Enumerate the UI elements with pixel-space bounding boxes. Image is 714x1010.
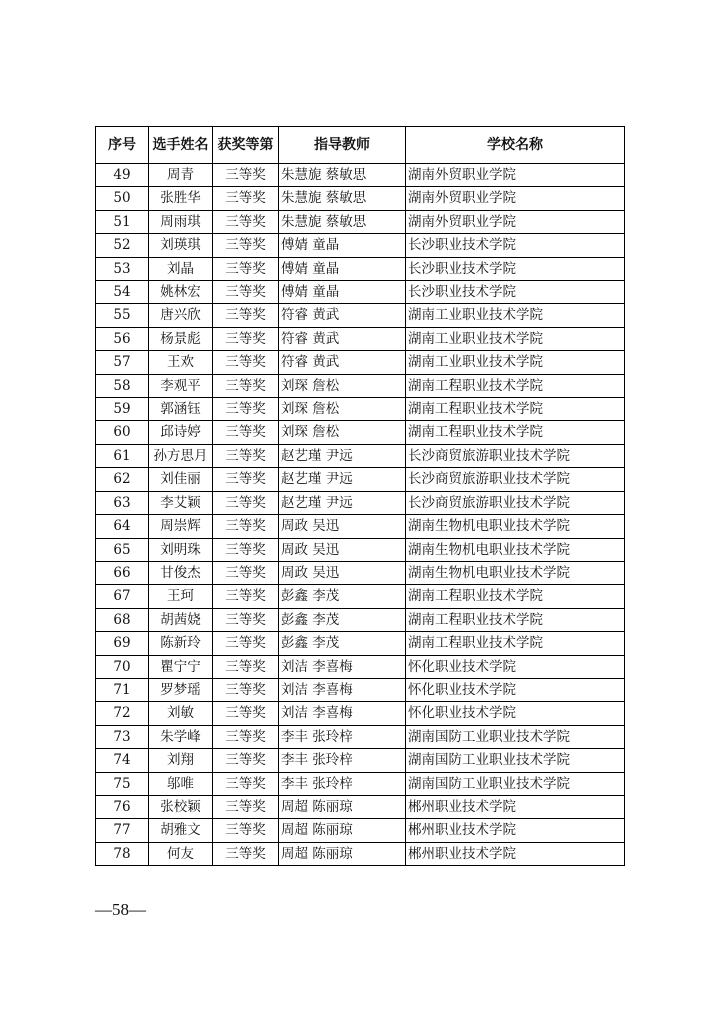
cell-award: 三等奖 [213, 164, 279, 187]
cell-contestant: 王珂 [149, 585, 213, 608]
cell-school: 郴州职业技术学院 [406, 819, 625, 842]
cell-contestant: 唐兴欣 [149, 304, 213, 327]
cell-index: 58 [96, 374, 149, 397]
table-row [96, 842, 625, 865]
col-header-award: 获奖等第 [213, 127, 279, 164]
cell-school: 湖南工业职业技术学院 [406, 327, 625, 350]
cell-school: 湖南国防工业职业技术学院 [406, 749, 625, 772]
table-row [96, 421, 625, 444]
cell-advisor: 周超 陈丽琼 [279, 842, 406, 865]
cell-contestant: 李观平 [149, 374, 213, 397]
cell-index: 52 [96, 234, 149, 257]
table-body [96, 164, 625, 866]
table-row [96, 585, 625, 608]
cell-index: 76 [96, 795, 149, 818]
cell-contestant: 朱学峰 [149, 725, 213, 748]
cell-advisor: 赵艺瑾 尹远 [279, 468, 406, 491]
cell-school: 湖南生物机电职业技术学院 [406, 538, 625, 561]
cell-advisor: 周超 陈丽琼 [279, 819, 406, 842]
cell-contestant: 邬唯 [149, 772, 213, 795]
cell-advisor: 刘洁 李喜梅 [279, 678, 406, 701]
cell-contestant: 张校颖 [149, 795, 213, 818]
cell-school: 郴州职业技术学院 [406, 795, 625, 818]
table-row [96, 374, 625, 397]
cell-index: 67 [96, 585, 149, 608]
cell-index: 54 [96, 281, 149, 304]
cell-award: 三等奖 [213, 468, 279, 491]
cell-contestant: 邱诗婷 [149, 421, 213, 444]
cell-contestant: 孙方思月 [149, 444, 213, 467]
cell-award: 三等奖 [213, 749, 279, 772]
cell-school: 长沙职业技术学院 [406, 234, 625, 257]
cell-contestant: 刘佳丽 [149, 468, 213, 491]
cell-school: 湖南生物机电职业技术学院 [406, 561, 625, 584]
cell-award: 三等奖 [213, 281, 279, 304]
table-row [96, 655, 625, 678]
cell-award: 三等奖 [213, 444, 279, 467]
cell-advisor: 李丰 张玲梓 [279, 749, 406, 772]
cell-contestant: 甘俊杰 [149, 561, 213, 584]
cell-index: 73 [96, 725, 149, 748]
table-row [96, 608, 625, 631]
cell-advisor: 赵艺瑾 尹远 [279, 444, 406, 467]
cell-advisor: 刘琛 詹松 [279, 398, 406, 421]
cell-contestant: 何友 [149, 842, 213, 865]
cell-index: 51 [96, 210, 149, 233]
table-row [96, 351, 625, 374]
cell-advisor: 朱慧旎 蔡敏思 [279, 187, 406, 210]
cell-index: 71 [96, 678, 149, 701]
cell-index: 62 [96, 468, 149, 491]
cell-school: 湖南工业职业技术学院 [406, 351, 625, 374]
cell-school: 湖南国防工业职业技术学院 [406, 772, 625, 795]
cell-award: 三等奖 [213, 257, 279, 280]
table-row [96, 210, 625, 233]
cell-award: 三等奖 [213, 421, 279, 444]
cell-school: 长沙职业技术学院 [406, 257, 625, 280]
cell-contestant: 周崇辉 [149, 515, 213, 538]
table-row [96, 234, 625, 257]
cell-advisor: 彭鑫 李茂 [279, 585, 406, 608]
cell-index: 50 [96, 187, 149, 210]
cell-advisor: 周政 吴迅 [279, 515, 406, 538]
cell-advisor: 傅婧 童晶 [279, 257, 406, 280]
table-row [96, 632, 625, 655]
cell-contestant: 罗梦瑶 [149, 678, 213, 701]
cell-award: 三等奖 [213, 538, 279, 561]
cell-contestant: 周青 [149, 164, 213, 187]
cell-school: 郴州职业技术学院 [406, 842, 625, 865]
cell-contestant: 刘翔 [149, 749, 213, 772]
cell-award: 三等奖 [213, 234, 279, 257]
cell-index: 49 [96, 164, 149, 187]
cell-award: 三等奖 [213, 585, 279, 608]
table-row [96, 515, 625, 538]
col-header-index: 序号 [96, 127, 149, 164]
cell-contestant: 陈新玲 [149, 632, 213, 655]
cell-contestant: 刘敏 [149, 702, 213, 725]
cell-advisor: 周政 吴迅 [279, 561, 406, 584]
cell-award: 三等奖 [213, 608, 279, 631]
cell-contestant: 张胜华 [149, 187, 213, 210]
cell-school: 湖南国防工业职业技术学院 [406, 725, 625, 748]
cell-contestant: 刘瑛琪 [149, 234, 213, 257]
cell-school: 长沙职业技术学院 [406, 281, 625, 304]
table-row [96, 444, 625, 467]
awards-table [95, 126, 625, 866]
cell-award: 三等奖 [213, 819, 279, 842]
table-row [96, 491, 625, 514]
table-row [96, 187, 625, 210]
cell-index: 63 [96, 491, 149, 514]
cell-advisor: 符睿 黄武 [279, 351, 406, 374]
cell-contestant: 杨景彪 [149, 327, 213, 350]
cell-index: 72 [96, 702, 149, 725]
cell-school: 长沙商贸旅游职业技术学院 [406, 468, 625, 491]
cell-index: 61 [96, 444, 149, 467]
cell-index: 70 [96, 655, 149, 678]
cell-advisor: 傅婧 童晶 [279, 281, 406, 304]
cell-award: 三等奖 [213, 491, 279, 514]
cell-award: 三等奖 [213, 327, 279, 350]
cell-contestant: 姚林宏 [149, 281, 213, 304]
table-row [96, 538, 625, 561]
cell-award: 三等奖 [213, 842, 279, 865]
cell-advisor: 彭鑫 李茂 [279, 632, 406, 655]
cell-contestant: 郭涵钰 [149, 398, 213, 421]
cell-index: 68 [96, 608, 149, 631]
cell-school: 湖南外贸职业学院 [406, 187, 625, 210]
table-row [96, 749, 625, 772]
cell-advisor: 赵艺瑾 尹远 [279, 491, 406, 514]
cell-index: 57 [96, 351, 149, 374]
cell-school: 湖南工程职业技术学院 [406, 374, 625, 397]
cell-school: 湖南工业职业技术学院 [406, 304, 625, 327]
table-row [96, 819, 625, 842]
table-row [96, 468, 625, 491]
cell-award: 三等奖 [213, 795, 279, 818]
cell-advisor: 刘洁 李喜梅 [279, 655, 406, 678]
cell-index: 69 [96, 632, 149, 655]
cell-advisor: 李丰 张玲梓 [279, 772, 406, 795]
cell-advisor: 符睿 黄武 [279, 327, 406, 350]
cell-advisor: 刘洁 李喜梅 [279, 702, 406, 725]
table-row [96, 398, 625, 421]
table-row [96, 702, 625, 725]
cell-advisor: 朱慧旎 蔡敏思 [279, 164, 406, 187]
cell-index: 66 [96, 561, 149, 584]
cell-index: 74 [96, 749, 149, 772]
table-row [96, 257, 625, 280]
cell-advisor: 傅婧 童晶 [279, 234, 406, 257]
cell-index: 56 [96, 327, 149, 350]
page-number: —58— [95, 900, 146, 919]
cell-contestant: 王欢 [149, 351, 213, 374]
cell-award: 三等奖 [213, 678, 279, 701]
cell-school: 湖南外贸职业学院 [406, 164, 625, 187]
cell-index: 77 [96, 819, 149, 842]
col-header-school: 学校名称 [406, 127, 625, 164]
cell-award: 三等奖 [213, 725, 279, 748]
table-row [96, 561, 625, 584]
table-row [96, 281, 625, 304]
cell-index: 53 [96, 257, 149, 280]
table-row [96, 795, 625, 818]
cell-award: 三等奖 [213, 655, 279, 678]
cell-index: 65 [96, 538, 149, 561]
cell-school: 湖南工程职业技术学院 [406, 632, 625, 655]
cell-award: 三等奖 [213, 515, 279, 538]
cell-award: 三等奖 [213, 632, 279, 655]
table-row [96, 772, 625, 795]
table-row [96, 304, 625, 327]
cell-award: 三等奖 [213, 304, 279, 327]
cell-school: 长沙商贸旅游职业技术学院 [406, 444, 625, 467]
cell-school: 长沙商贸旅游职业技术学院 [406, 491, 625, 514]
table-row [96, 164, 625, 187]
cell-index: 59 [96, 398, 149, 421]
cell-award: 三等奖 [213, 398, 279, 421]
table-header-row [96, 127, 625, 164]
table-row [96, 725, 625, 748]
cell-advisor: 彭鑫 李茂 [279, 608, 406, 631]
cell-award: 三等奖 [213, 374, 279, 397]
cell-index: 60 [96, 421, 149, 444]
cell-contestant: 瞿宁宁 [149, 655, 213, 678]
cell-advisor: 刘琛 詹松 [279, 421, 406, 444]
cell-award: 三等奖 [213, 351, 279, 374]
cell-contestant: 胡雅文 [149, 819, 213, 842]
cell-school: 湖南工程职业技术学院 [406, 398, 625, 421]
cell-advisor: 周政 吴迅 [279, 538, 406, 561]
cell-award: 三等奖 [213, 187, 279, 210]
cell-school: 湖南工程职业技术学院 [406, 421, 625, 444]
cell-award: 三等奖 [213, 210, 279, 233]
cell-contestant: 刘明珠 [149, 538, 213, 561]
cell-index: 64 [96, 515, 149, 538]
cell-index: 75 [96, 772, 149, 795]
col-header-contestant: 选手姓名 [149, 127, 213, 164]
cell-advisor: 李丰 张玲梓 [279, 725, 406, 748]
cell-award: 三等奖 [213, 772, 279, 795]
cell-school: 湖南工程职业技术学院 [406, 585, 625, 608]
cell-advisor: 周超 陈丽琼 [279, 795, 406, 818]
cell-award: 三等奖 [213, 702, 279, 725]
cell-award: 三等奖 [213, 561, 279, 584]
table-row [96, 678, 625, 701]
cell-advisor: 刘琛 詹松 [279, 374, 406, 397]
cell-school: 怀化职业技术学院 [406, 702, 625, 725]
cell-school: 怀化职业技术学院 [406, 655, 625, 678]
cell-contestant: 刘晶 [149, 257, 213, 280]
cell-school: 湖南生物机电职业技术学院 [406, 515, 625, 538]
table-row [96, 327, 625, 350]
cell-school: 湖南工程职业技术学院 [406, 608, 625, 631]
cell-school: 湖南外贸职业学院 [406, 210, 625, 233]
cell-contestant: 李艾颖 [149, 491, 213, 514]
cell-contestant: 胡茜娆 [149, 608, 213, 631]
cell-index: 55 [96, 304, 149, 327]
cell-advisor: 朱慧旎 蔡敏思 [279, 210, 406, 233]
cell-school: 怀化职业技术学院 [406, 678, 625, 701]
cell-index: 78 [96, 842, 149, 865]
cell-advisor: 符睿 黄武 [279, 304, 406, 327]
cell-contestant: 周雨琪 [149, 210, 213, 233]
col-header-advisor: 指导教师 [279, 127, 406, 164]
